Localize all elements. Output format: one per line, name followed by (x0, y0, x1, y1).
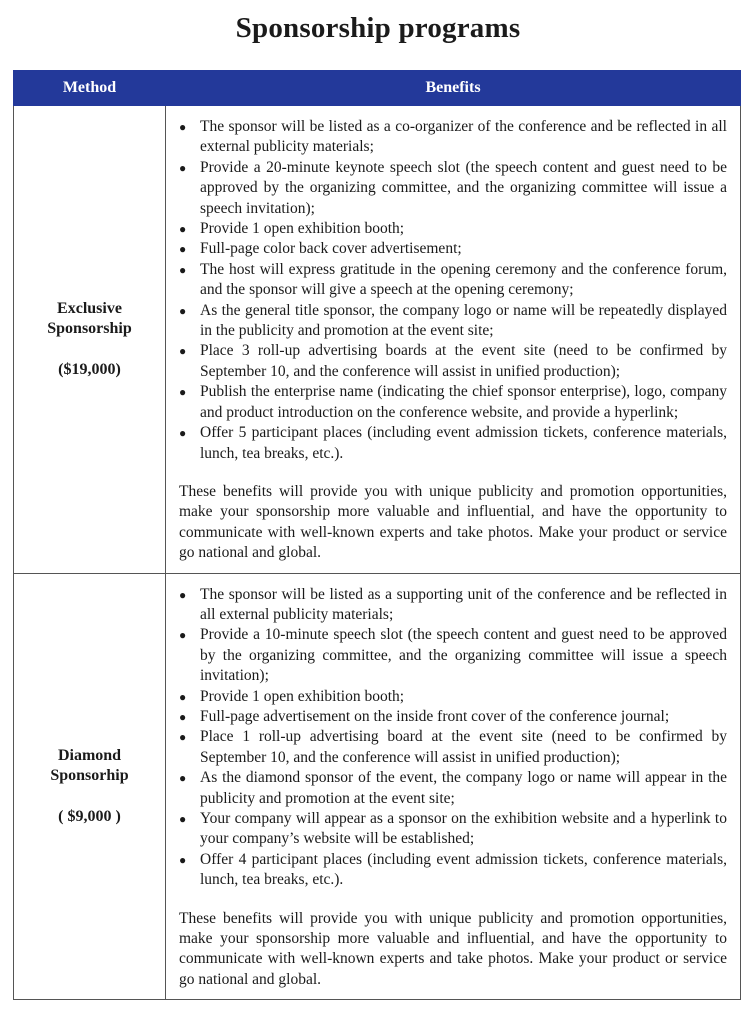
benefits-cell-diamond (166, 573, 741, 1000)
bullet-icon: ● (179, 160, 187, 175)
list-item: ● Offer 5 participant places (including event admission tickets, conference materials, lunch, tea breaks, etc.). (179, 424, 727, 462)
bullet-icon: ● (179, 730, 187, 745)
list-item: ● The sponsor will be listed as a co-organizer of the conference and be reflected in all external publicity materials; (179, 118, 727, 156)
method-name-line2: Sponsorhip (50, 767, 129, 785)
benefits-cell-exclusive (166, 106, 741, 574)
list-item: ● Full-page advertisement on the inside front cover of the conference journal; (179, 707, 727, 727)
bullet-icon: ● (179, 709, 187, 724)
list-item: ● Provide 1 open exhibition booth; (179, 219, 727, 239)
list-item: ● Place 1 roll-up advertising board at the event site (need to be confirmed by September 10, and the conference will assist in unified production); (179, 728, 727, 766)
bullet-icon: ● (179, 262, 187, 277)
method-name-line2: Sponsorship (47, 320, 132, 338)
list-item: ● As the diamond sponsor of the event, the company logo or name will appear in the publicity and promotion at the event site; (179, 769, 727, 807)
method-price: ( $9,000 ) (58, 807, 121, 825)
list-item: ● Provide a 20-minute keynote speech slot (the speech content and guest need to be approved by the organizing committee, and the organizing committee will issue a speech invitation); (179, 158, 727, 217)
list-item: ● Full-page color back cover advertisement; (179, 239, 727, 259)
table-row-diamond (14, 573, 741, 1000)
bullet-icon: ● (179, 303, 187, 318)
list-item: ● Offer 4 participant places (including event admission tickets, conference materials, lunch, tea breaks, etc.). (179, 850, 727, 889)
list-item: ● The host will express gratitude in the opening ceremony and the conference forum, and the sponsor will give a speech at the opening ceremony; (179, 260, 727, 299)
sponsorship-table (13, 70, 741, 1000)
bullet-icon: ● (179, 242, 187, 257)
method-name-line1: Diamond (57, 746, 122, 764)
method-cell-diamond (14, 573, 166, 1000)
list-item: ● Provide a 10-minute speech slot (the speech content and guest need to be approved by the organizing committee, and the organizing committee will issue a speech invitation); (179, 626, 727, 685)
list-item: ● As the general title sponsor, the company logo or name will be repeatedly displayed in the publicity and promotion at the event site; (179, 301, 727, 340)
method-name-line1: Exclusive (57, 299, 122, 317)
list-item: ● Your company will appear as a sponsor on the exhibition website and a hyperlink to your company’s website will be established; (179, 810, 727, 848)
page-title: Sponsorship programs (235, 12, 521, 44)
benefit-list (179, 117, 727, 464)
method-cell-exclusive (14, 106, 166, 574)
table-row-exclusive (14, 106, 741, 574)
list-item: ● Publish the enterprise name (indicating the chief sponsor enterprise), logo, company and product introduction on the conference website, and provide a hyperlink; (179, 383, 727, 421)
list-item: ● The sponsor will be listed as a supporting unit of the conference and be reflected in all external publicity materials; (179, 585, 727, 623)
list-item: ● Place 3 roll-up advertising boards at the event site (need to be confirmed by September 10, and the conference will assist in unified production); (179, 342, 727, 380)
list-item: ● Provide 1 open exhibition booth; (179, 687, 727, 707)
bullet-icon: ● (179, 385, 187, 400)
benefits-column-header: Benefits (166, 71, 741, 106)
bullet-icon: ● (179, 120, 187, 134)
method-column-header: Method (14, 71, 166, 106)
benefits-summary: These benefits will provide you with unique publicity and promotion opportunities, make your sponsorship more valuable and influential, and have the opportunity to communicate with well-known experts and take photos. Make your product or service go national and global. (179, 482, 727, 562)
bullet-icon: ● (179, 812, 187, 826)
bullet-icon: ● (179, 426, 187, 441)
bullet-icon: ● (179, 852, 187, 867)
bullet-icon: ● (179, 689, 187, 704)
bullet-icon: ● (179, 628, 187, 643)
bullet-icon: ● (179, 771, 187, 786)
table-header-row (14, 71, 741, 106)
method-price: ($19,000) (58, 360, 121, 378)
benefit-list (179, 585, 727, 891)
bullet-icon: ● (179, 587, 187, 602)
bullet-icon: ● (179, 222, 187, 237)
benefits-summary: These benefits will provide you with unique publicity and promotion opportunities, make your sponsorship more valuable and influential, and have the opportunity to communicate with well-known experts and take photos. Make your product or service go national and global. (179, 909, 727, 988)
bullet-icon: ● (179, 344, 187, 359)
